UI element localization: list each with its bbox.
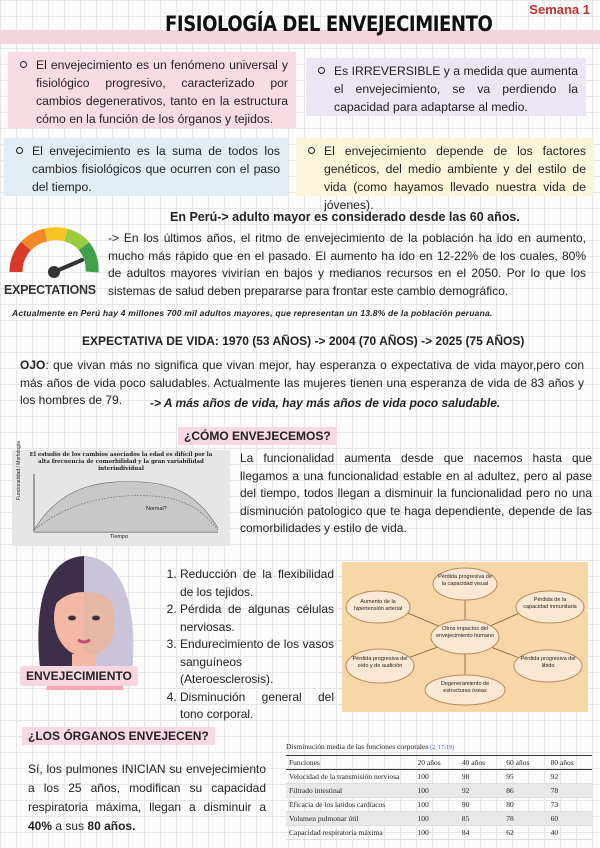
diagram-node: Pérdida progresiva del libido bbox=[520, 656, 576, 669]
table-cell: 100 bbox=[415, 798, 459, 812]
table-cell: 80 bbox=[503, 798, 547, 812]
how-text: La funcionalidad aumenta desde que nacemos hasta que llegamos a una funcionalidad estable en al adultez, pero al pase del tiempo, todos llegan a disminuir la funcionalidad pero no una disminución patologico que te haga dependiente, depende de las comorbilidades y estilo de vida. bbox=[240, 451, 592, 535]
bullet-icon bbox=[16, 147, 23, 154]
table-cell: 95 bbox=[503, 770, 547, 784]
table-cell: 92 bbox=[548, 770, 592, 784]
list-item: 4. Disminución general del tono corporal. bbox=[180, 689, 334, 724]
functionality-chart bbox=[12, 441, 230, 546]
bullet-icon bbox=[20, 61, 27, 68]
table-header: 40 años bbox=[459, 756, 503, 770]
table-cell: 78 bbox=[503, 812, 547, 826]
table-cell: Velocidad de la transmisión nerviosa bbox=[286, 770, 415, 784]
table-cell: 86 bbox=[503, 784, 547, 798]
table-ref: (2, 17-19) bbox=[430, 745, 455, 751]
table-cell: 100 bbox=[415, 812, 459, 826]
table-row bbox=[286, 798, 592, 812]
table-cell: Eficacia de los latidos cardíacos bbox=[286, 798, 415, 812]
chart-ylabel: Funcionalidad / Morfología bbox=[16, 441, 22, 500]
organs-text-b: a sus bbox=[52, 819, 88, 833]
gauge-icon bbox=[4, 222, 104, 278]
list-item: 3. Endurecimiento de los vasos sanguíneos (Ateroesclerosis). bbox=[180, 636, 334, 689]
expectancy-heading: EXPECTATIVA DE VIDA: 1970 (53 AÑOS) -> 2004 (70 AÑOS) -> 2025 (75 AÑOS) bbox=[82, 334, 525, 348]
intro-box-1 bbox=[8, 52, 296, 128]
intro-box-2 bbox=[306, 58, 586, 116]
gauge-label: EXPECTATIONS bbox=[4, 283, 96, 297]
intro-text-2: Es IRREVERSIBLE y a medida que aumenta el envejecimiento, se va perdiendo la capacidad para adaptarse al medio. bbox=[334, 64, 578, 114]
organs-table bbox=[286, 755, 592, 840]
organs-text-age: 80 años. bbox=[87, 819, 136, 833]
intro-text-1: El envejecimiento es un fenómeno universal y fisiológico progresivo, caracterizado por cambios degenerativos, tanto en la estructura cómo en la función de los órganos y tejidos. bbox=[36, 58, 288, 126]
table-cell: 62 bbox=[503, 826, 547, 840]
diagram-node: Aumento de la hipertensión arterial bbox=[353, 599, 403, 612]
table-cell: 90 bbox=[459, 798, 503, 812]
peru-note: Actualmente en Perú hay 4 millones 700 mil adultos mayores, que representan un 13.8% de la población peruana. bbox=[12, 308, 493, 318]
organs-text-pct: 40% bbox=[28, 819, 53, 833]
table-caption bbox=[286, 742, 592, 751]
bullet-icon bbox=[318, 67, 325, 74]
organs-heading: ¿LOS ÓRGANOS ENVEJECEN? bbox=[22, 727, 215, 745]
table-cell: 92 bbox=[459, 784, 503, 798]
aging-label: ENVEJECIMIENTO bbox=[20, 666, 138, 686]
ojo-label: OJO bbox=[20, 358, 46, 372]
diagram-node: Degeneramiento de estructuras óseas bbox=[440, 681, 490, 694]
bullet-icon bbox=[308, 147, 315, 154]
intro-text-3: El envejecimiento es la suma de todos los cambios fisiológicos que ocurren con el paso del tiempo. bbox=[32, 144, 280, 194]
table-cell: Capacidad respiratoria máxima bbox=[286, 826, 415, 840]
table-header: 20 años bbox=[415, 756, 459, 770]
table-cell: 60 bbox=[548, 812, 592, 826]
table-cell: 85 bbox=[459, 812, 503, 826]
list-item: 2. Pérdida de algunas células nerviosas. bbox=[180, 601, 334, 636]
organs-text bbox=[28, 760, 266, 836]
page-title: FISIOLOGÍA DEL ENVEJECIMIENTO bbox=[165, 12, 493, 36]
table-row bbox=[286, 784, 592, 798]
intro-text-4: El envejecimiento depende de los factores genéticos, del medio ambiente y del estilo de vida (como hayamos llevado nuestra vida de jóvenes). bbox=[324, 144, 586, 212]
table-cell: 100 bbox=[415, 826, 459, 840]
peru-body: -> En los últimos años, el ritmo de envejecimiento de la población ha ido en aumento, mucho más rápido que en el pasado. El aumento ha ido en 12-22% de los cuales, 80% de adultos mayores vivirían en bajos y medianos recursos en el 2050. Por lo que los sistemas de salud deben prepararse para frontar este cambio demográfico. bbox=[108, 231, 586, 298]
organs-table-wrap bbox=[286, 742, 592, 840]
table-cell: 73 bbox=[548, 798, 592, 812]
intro-box-3 bbox=[4, 138, 288, 196]
chart-xlabel: Tiempo bbox=[110, 534, 129, 540]
list-item: 1. Reducción de la flexibilidad de los tejidos. bbox=[180, 566, 334, 601]
expectancy-conclusion: -> A más años de vida, hay más años de vida poco saludable. bbox=[150, 396, 501, 410]
table-caption-text: Disminución media de las funciones corporales bbox=[286, 742, 429, 751]
aging-impacts-diagram bbox=[342, 562, 588, 712]
peru-heading: En Perú-> adulto mayor es considerado desde las 60 años. bbox=[170, 210, 520, 224]
table-header: 60 años bbox=[503, 756, 547, 770]
table-cell: 40 bbox=[548, 826, 592, 840]
diagram-node: Pérdida progresiva de la capacidad visual bbox=[438, 574, 492, 587]
table-header: Funciones bbox=[286, 756, 415, 770]
table-row bbox=[286, 770, 592, 784]
table-row bbox=[286, 826, 592, 840]
diagram-center: Otros impactos del envejecimiento humano bbox=[435, 626, 495, 639]
table-cell: 100 bbox=[415, 770, 459, 784]
expectations-gauge bbox=[4, 222, 104, 297]
table-header-row bbox=[286, 756, 592, 770]
table-cell: 98 bbox=[459, 770, 503, 784]
diagram-node: Pérdida progresiva del oído y de audición bbox=[352, 656, 408, 669]
changes-list bbox=[156, 566, 334, 724]
diagram-node: Pérdida de la capacidad inmunitaria bbox=[523, 597, 577, 610]
week-label: Semana 1 bbox=[529, 2, 590, 17]
chart-annotation: Normal? bbox=[146, 506, 167, 512]
table-cell: 78 bbox=[548, 784, 592, 798]
intro-box-4 bbox=[296, 138, 594, 212]
table-header: 80 años bbox=[548, 756, 592, 770]
table-cell: Volumen pulmonar útil bbox=[286, 812, 415, 826]
how-heading: ¿CÓMO ENVEJECEMOS? bbox=[178, 427, 337, 445]
organs-text-a: Sí, los pulmones INICIAN su envejecimiento a los 25 años, modifican su capacidad respiratoria máxima, llegan a disminuir a bbox=[28, 762, 266, 814]
table-row bbox=[286, 812, 592, 826]
chart-title: El estudio de los cambios asociados la edad es difícil por la alta frecuencia de comorbilidad y la gran variabilidad interindividual bbox=[29, 452, 213, 472]
table-cell: 84 bbox=[459, 826, 503, 840]
ojo-text: : que vivan más no significa que vivan mejor, hay esperanza o expectativa de vida mayor,pero con más años de vida poco saludables. Actualmente las mujeres tienen una esperanza de vida de 83 años y los hombres de 79. bbox=[20, 358, 584, 407]
table-cell: 100 bbox=[415, 784, 459, 798]
table-cell: Filtrado intestinal bbox=[286, 784, 415, 798]
